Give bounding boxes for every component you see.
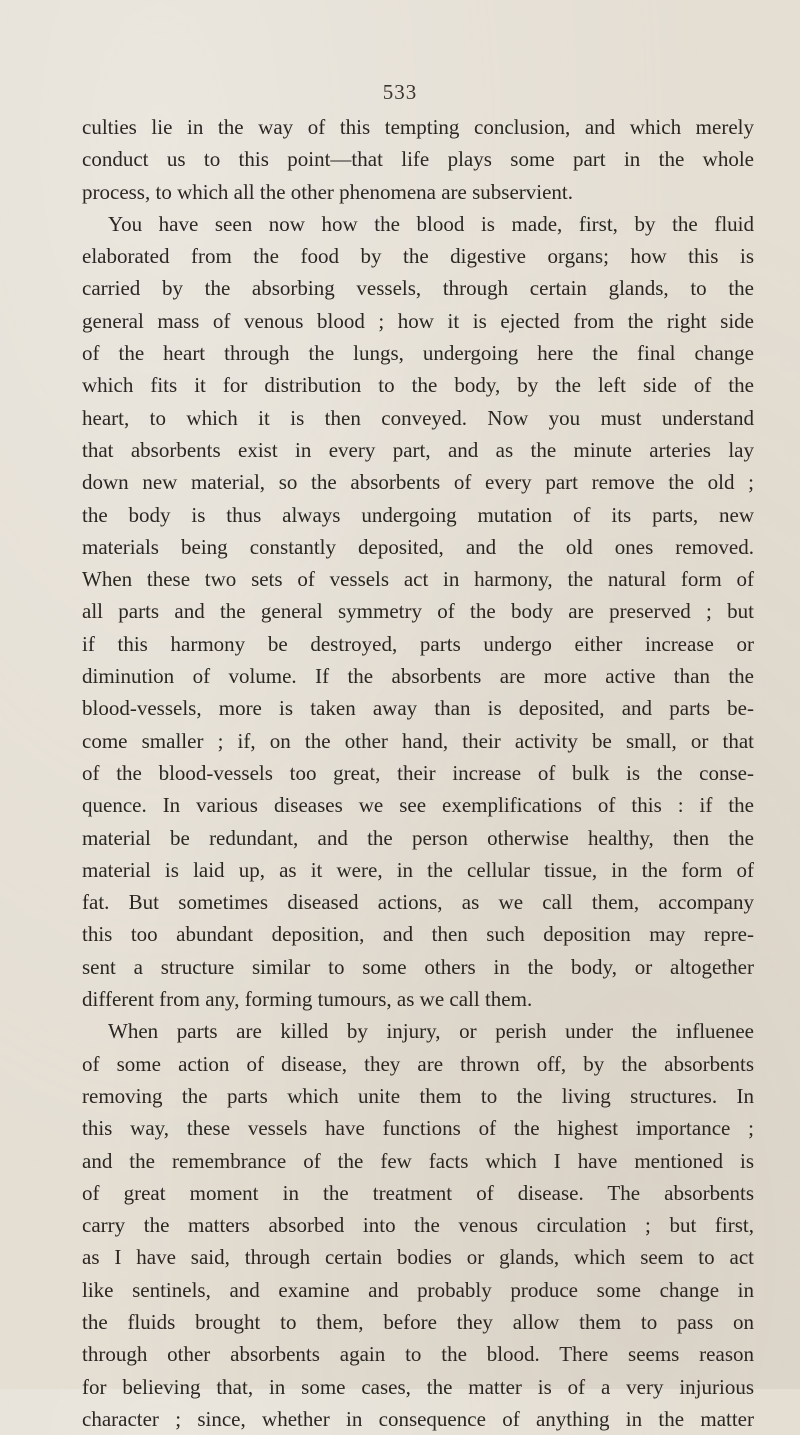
text-line: quence. In various diseases we see exemplifications of this : if the [82, 793, 754, 818]
text-line: blood-vessels, more is taken away than is deposited, and parts be- [82, 696, 754, 721]
text-line: diminution of volume. If the absorbents are more active than the [82, 664, 754, 689]
text-line: and the remembrance of the few facts which I have mentioned is [82, 1148, 754, 1173]
text-line: the fluids brought to them, before they allow them to pass on [82, 1309, 754, 1334]
text-line: removing the parts which unite them to the living structures. In [82, 1083, 754, 1108]
text-line: When these two sets of vessels act in harmony, the natural form of [82, 567, 754, 592]
text-line: sent a structure similar to some others in the body, or altogether [82, 954, 754, 979]
text-line: down new material, so the absorbents of every part remove the old ; [82, 470, 754, 495]
text-line: fat. But sometimes diseased actions, as we call them, accompany [82, 890, 754, 915]
text-line: for believing that, in some cases, the matter is of a very injurious [82, 1374, 754, 1399]
text-line: of the heart through the lungs, undergoing here the final change [82, 341, 754, 366]
text-line: You have seen now how the blood is made, first, by the fluid [108, 211, 754, 236]
text-line: material be redundant, and the person otherwise healthy, then the [82, 825, 754, 850]
text-line: as I have said, through certain bodies or glands, which seem to act [82, 1245, 754, 1270]
text-line: if this harmony be destroyed, parts undergo either increase or [82, 631, 754, 656]
text-line: character ; since, whether in consequence of anything in the matter [82, 1406, 754, 1431]
page-number: 533 [382, 80, 418, 104]
text-line: like sentinels, and examine and probably produce some change in [82, 1277, 754, 1302]
text-line: all parts and the general symmetry of the body are preserved ; but [82, 599, 754, 624]
text-line: conduct us to this point—that life plays some part in the whole [82, 147, 754, 172]
text-line: this too abundant deposition, and then such deposition may repre- [82, 922, 754, 947]
text-line: carried by the absorbing vessels, through certain glands, to the [82, 276, 754, 301]
text-line: culties lie in the way of this tempting conclusion, and which merely [82, 115, 754, 139]
text-line: this way, these vessels have functions of the highest importance ; [82, 1116, 754, 1141]
text-line: different from any, forming tumours, as we call them. [82, 987, 533, 1012]
text-line: materials being constantly deposited, and the old ones removed. [82, 534, 754, 559]
text-line: come smaller ; if, on the other hand, their activity be small, or that [82, 728, 754, 753]
text-line: carry the matters absorbed into the venous circulation ; but first, [82, 1213, 754, 1238]
text-line: of some action of disease, they are thrown off, by the absorbents [82, 1051, 754, 1076]
text-line: that absorbents exist in every part, and as the minute arteries lay [82, 437, 754, 462]
text-line: material is laid up, as it were, in the cellular tissue, in the form of [82, 857, 754, 882]
text-line: of great moment in the treatment of disease. The absorbents [82, 1180, 754, 1205]
text-line: through other absorbents again to the blood. There seems reason [82, 1342, 754, 1367]
text-line: which fits it for distribution to the body, by the left side of the [82, 373, 754, 398]
text-line: elaborated from the food by the digestive organs; how this is [82, 244, 754, 269]
body-text [82, 111, 754, 1435]
text-line: heart, to which it is then conveyed. Now you must understand [82, 405, 754, 430]
text-line: When parts are killed by injury, or perish under the influenee [108, 1019, 754, 1044]
text-line: process, to which all the other phenomena are subservient. [82, 179, 574, 204]
text-line: general mass of venous blood ; how it is ejected from the right side [82, 308, 754, 333]
text-line: of the blood-vessels too great, their increase of bulk is the conse- [82, 760, 754, 785]
text-line: the body is thus always undergoing mutation of its parts, new [82, 502, 754, 527]
